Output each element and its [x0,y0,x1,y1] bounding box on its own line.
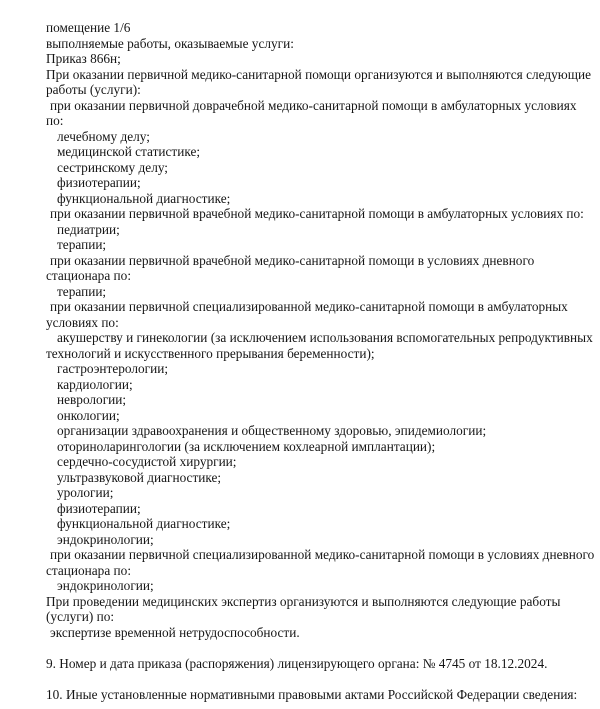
text-line: кардиологии; [57,376,133,392]
text-line: 10. Иные установленные нормативными правовыми актами Российской Федерации сведения: [46,686,578,702]
text-line: гастроэнтерологии; [57,361,169,376]
text-line: физиотерапии; [57,175,141,190]
text-line: выполняемые работы, оказываемые услуги: [46,35,294,51]
text-line: при оказании первичной специализированной медико-санитарной помощи в условиях дневного [50,547,595,562]
text-line: сердечно-сосудистой хирургии; [57,454,237,469]
text-line [46,640,584,656]
text-line: 9. Номер и дата приказа (распоряжения) лицензирующего органа: № 4745 от 18.12.2024. [46,655,548,671]
text-line: терапии; [57,283,107,299]
text-line: функциональной диагностике; [57,516,231,531]
text-line: стационара по: [46,268,132,283]
text-line: эндокринологии; [57,531,154,547]
text-line: стационара по: [46,562,132,578]
text-line: урологии; [57,485,114,500]
text-line: условиях по: [46,314,119,330]
text-line: физиотерапии; [57,500,141,516]
text-line: при оказании первичной специализированной медико-санитарной помощи в амбулаторных [50,299,568,314]
text-line: (услуги) по: [46,609,115,624]
text-line: терапии; [57,237,107,252]
text-line [46,671,584,687]
text-line: медицинской статистике; [57,144,201,159]
text-line: Приказ 866н; [46,51,121,66]
text-line: ультразвуковой диагностике; [57,469,222,485]
text-line: При проведении медицинских экспертиз организуются и выполняются следующие работы [46,593,561,609]
text-line: при оказании первичной врачебной медико-санитарной помощи в условиях дневного [50,252,535,268]
text-line: неврологии; [57,392,127,407]
text-line: педиатрии; [57,221,120,237]
text-line: по: [46,113,64,128]
text-line: при оказании первичной врачебной медико-санитарной помощи в амбулаторных условиях по: [50,206,584,221]
text-line: организации здравоохранения и общественному здоровью, эпидемиологии; [57,423,487,438]
text-line: оториноларингологии (за исключением кохлеарной имплантации); [57,438,436,454]
text-line: лечебному делу; [57,128,150,144]
text-line: функциональной диагностике; [57,190,231,206]
text-line: акушерству и гинекологии (за исключением использования вспомогательных репродуктивных [57,330,593,345]
text-line: при оказании первичной доврачебной медико-санитарной помощи в амбулаторных условиях [50,97,577,113]
text-line: технологий и искусственного прерывания беременности); [46,345,375,361]
document-body [46,20,595,702]
text-line: помещение 1/6 [46,20,131,35]
text-line: При оказании первичной медико-санитарной помощи организуются и выполняются следующие [46,66,591,82]
text-line: сестринскому делу; [57,159,168,175]
text-line: экспертизе временной нетрудоспособности. [50,624,300,640]
text-line: онкологии; [57,407,120,423]
text-line: работы (услуги): [46,82,141,97]
text-line: эндокринологии; [57,578,154,593]
